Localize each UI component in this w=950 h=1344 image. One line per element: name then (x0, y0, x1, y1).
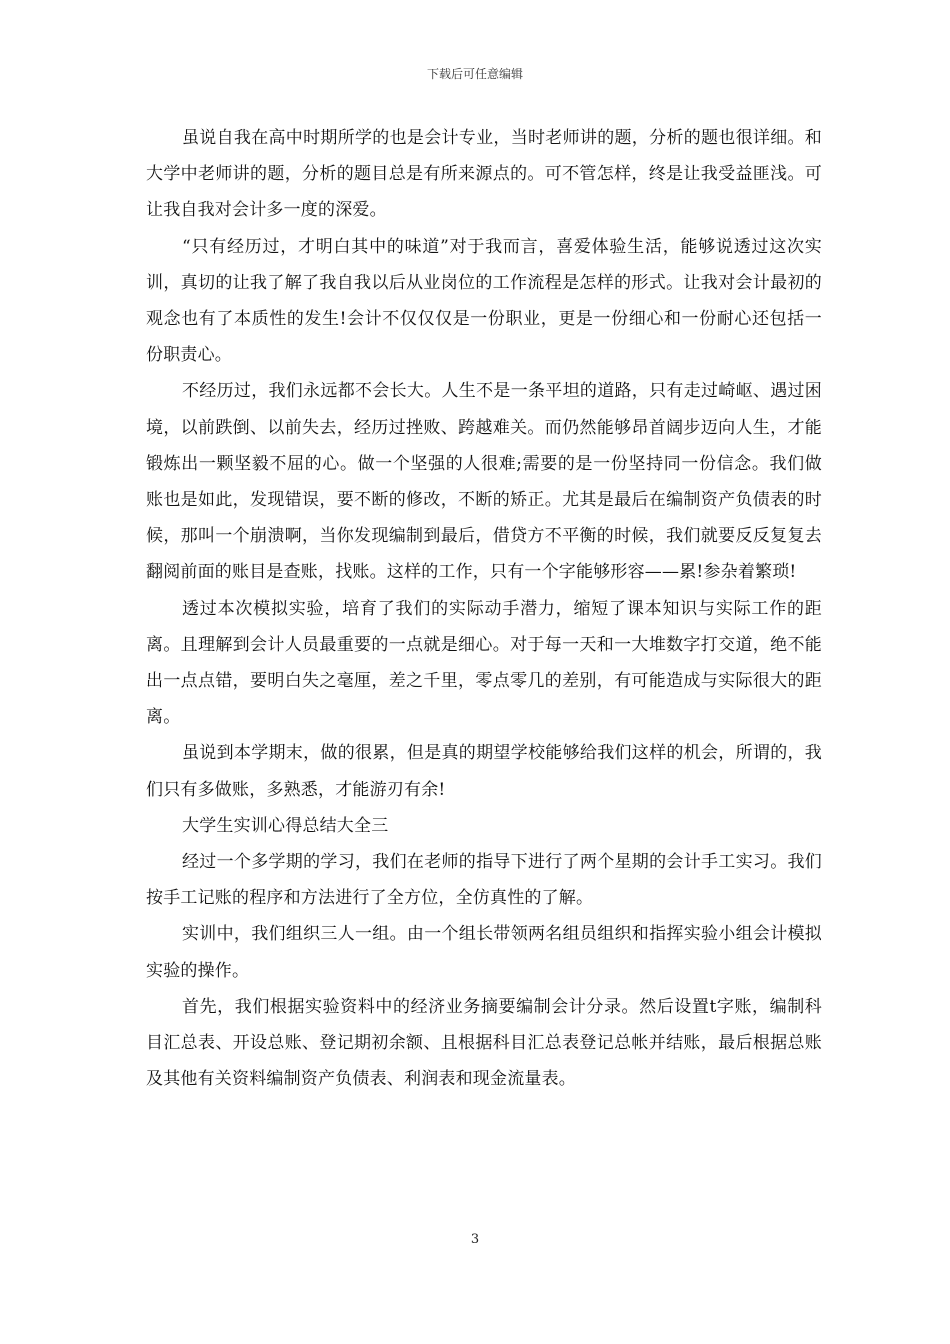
paragraph: 透过本次模拟实验，培育了我们的实际动手潜力，缩短了课本知识与实际工作的距离。且理解到会计人员最重要的一点就是细心。对于每一天和一大堆数字打交道，绝不能出一点点错，要明白失之毫厘，差之千里，零点零几的差别，有可能造成与实际很大的距离。 (146, 598, 822, 728)
paragraph: 不经历过，我们永远都不会长大。人生不是一条平坦的道路，只有走过崎岖、遇过困境，以前跌倒、以前失去，经历过挫败、跨越难关。而仍然能够昂首阔步迈向人生，才能锻炼出一颗坚毅不屈的心。做一个坚强的人很难;需要的是一份坚持同一份信念。我们做账也是如此，发现错误，要不断的修改，不断的矫正。尤其是最后在编制资产负债表的时候，那叫一个崩溃啊，当你发现编制到最后，借贷方不平衡的时候，我们就要反反复复去翻阅前面的账目是查账，找账。这样的工作，只有一个字能够形容——累!参杂着繁琐! (146, 381, 822, 583)
section-heading: 大学生实训心得总结大全三 (182, 815, 389, 836)
page-header: 下载后可任意编辑 (426, 67, 523, 81)
paragraph: 首先，我们根据实验资料中的经济业务摘要编制会计分录。然后设置t字账，编制科目汇总表、开设总账、登记期初余额、且根据科目汇总表登记总帐并结账，最后根据总账及其他有关资料编制资产负债表、利润表和现金流量表。 (146, 996, 822, 1090)
paragraph: 实训中，我们组织三人一组。由一个组长带领两名组员组织和指挥实验小组会计模拟实验的操作。 (146, 924, 822, 981)
paragraph: 虽说自我在高中时期所学的也是会计专业，当时老师讲的题，分析的题也很详细。和大学中老师讲的题，分析的题目总是有所来源点的。可不管怎样，终是让我受益匪浅。可让我自我对会计多一度的深爱。 (146, 128, 822, 221)
paragraph: 虽说到本学期末，做的很累，但是真的期望学校能够给我们这样的机会，所谓的，我们只有多做账，多熟悉，才能游刃有余! (146, 743, 822, 800)
paragraph: 经过一个多学期的学习，我们在老师的指导下进行了两个星期的会计手工实习。我们按手工记账的程序和方法进行了全方位，全仿真性的了解。 (146, 852, 822, 909)
paragraph: “只有经历过，才明白其中的味道”对于我而言，喜爱体验生活，能够说透过这次实训，真切的让我了解了我自我以后从业岗位的工作流程是怎样的形式。让我对会计最初的观念也有了本质性的发生!会计不仅仅仅是一份职业，更是一份细心和一份耐心还包括一份职责心。 (146, 236, 822, 366)
document-body (146, 120, 822, 1097)
page-number: 3 (470, 1232, 480, 1247)
